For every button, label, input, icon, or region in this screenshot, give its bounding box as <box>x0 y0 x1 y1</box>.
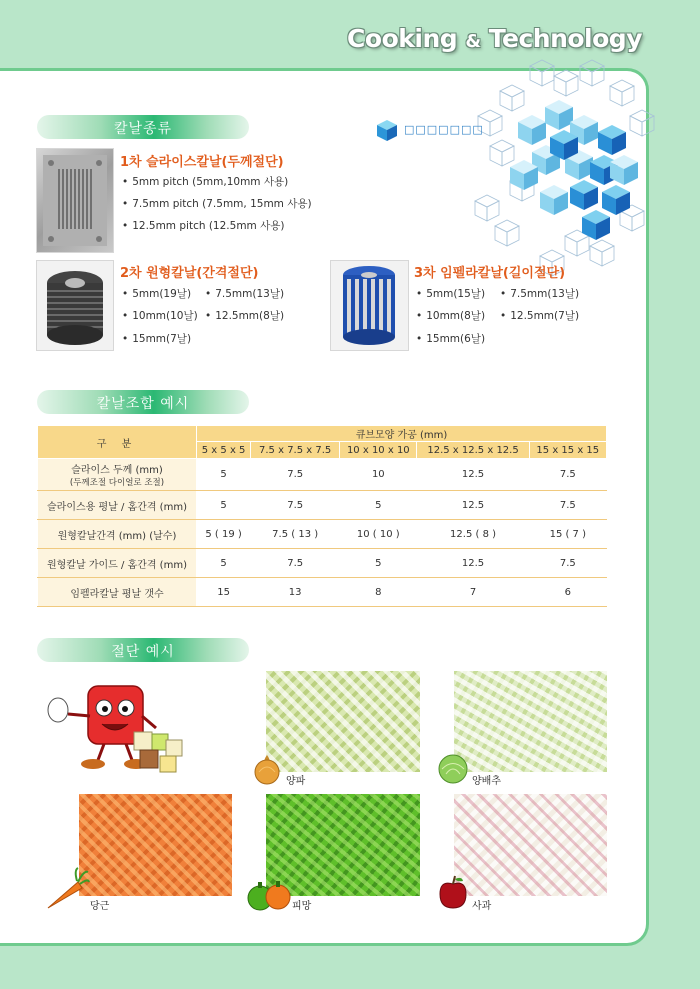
blade-3-item: • 12.5mm(7날) <box>500 308 579 323</box>
circular-blade-photo <box>36 260 114 351</box>
table-cell: 12.5 ( 8 ) <box>417 520 529 549</box>
carrot-cut-photo <box>79 794 232 896</box>
table-group-header: 큐브모양 가공 (mm) <box>197 426 607 442</box>
onion-cut-photo <box>266 671 420 772</box>
table-cell: 7.5 <box>529 491 606 520</box>
blade-2-item: • 5mm(19날) <box>122 286 191 301</box>
title-technology: Technology <box>488 24 642 53</box>
pepper-label: 피망 <box>292 901 312 912</box>
table-cell: 12.5 <box>417 491 529 520</box>
blade-2-item: • 12.5mm(8날) <box>205 308 284 323</box>
header-title <box>347 24 642 53</box>
title-cooking: Cooking <box>347 24 458 53</box>
table-row <box>38 578 607 607</box>
mascot-illustration <box>38 680 188 780</box>
blade-3-item: • 10mm(8날) <box>416 308 485 323</box>
table-corner-header: 구 분 <box>38 426 197 459</box>
onion-label: 양파 <box>286 776 306 787</box>
apple-label: 사과 <box>472 901 492 912</box>
table-row <box>38 520 607 549</box>
table-row <box>38 491 607 520</box>
table-cell: 10 ( 10 ) <box>340 520 417 549</box>
blade-3-title: 3차 임펠라칼날(길이절단) <box>414 266 566 281</box>
cube-cluster-graphic <box>470 55 660 285</box>
blade-combination-table <box>37 425 607 607</box>
table-column-header: 12.5 x 12.5 x 12.5 <box>417 442 529 459</box>
section-title: 칼날조합 예시 <box>96 396 190 412</box>
apple-cut-photo <box>454 794 607 896</box>
blade-2-item: • 10mm(10날) <box>122 308 198 323</box>
section-combo-examples <box>37 390 249 414</box>
pepper-icon <box>246 878 292 912</box>
table-cell: 15 <box>197 578 251 607</box>
table-row <box>38 549 607 578</box>
blade-3-item: • 7.5mm(13날) <box>500 286 579 301</box>
table-cell: 6 <box>529 578 606 607</box>
blade-2-title: 2차 원형칼날(간격절단) <box>120 266 259 281</box>
row-label: 슬라이스용 평날 / 홈간격 (mm) <box>38 491 197 520</box>
carrot-label: 당근 <box>90 901 110 912</box>
blade-2-item: • 7.5mm(13날) <box>205 286 284 301</box>
table-cell: 7.5 <box>529 459 606 491</box>
table-cell: 7.5 <box>529 549 606 578</box>
row-label: 원형칼날 가이드 / 홈간격 (mm) <box>38 549 197 578</box>
table-cell: 5 <box>197 491 251 520</box>
row-sublabel: (두께조절 다이얼로 조절) <box>69 478 165 488</box>
table-cell: 13 <box>251 578 340 607</box>
blade-1-title: 1차 슬라이스칼날(두께절단) <box>120 155 284 170</box>
row-label: 원형칼날간격 (mm) (날수) <box>38 520 197 549</box>
table-column-header: 7.5 x 7.5 x 7.5 <box>251 442 340 459</box>
blade-3-item: • 15mm(6날) <box>416 331 485 346</box>
carrot-icon <box>44 866 90 912</box>
table-column-header: 15 x 15 x 15 <box>529 442 606 459</box>
table-cell: 7.5 <box>251 549 340 578</box>
table-cell: 7 <box>417 578 529 607</box>
table-column-header: 10 x 10 x 10 <box>340 442 417 459</box>
blade-1-item: • 12.5mm pitch (12.5mm 사용) <box>122 218 285 233</box>
legend-text: □□□□□□□ <box>404 123 484 136</box>
row-label <box>38 459 197 491</box>
blade-1-item: • 7.5mm pitch (7.5mm, 15mm 사용) <box>122 196 312 211</box>
cabbage-label: 양배추 <box>472 776 501 787</box>
slice-blade-photo <box>36 148 114 253</box>
blade-3-item: • 5mm(15날) <box>416 286 485 301</box>
table-cell: 15 ( 7 ) <box>529 520 606 549</box>
table-cell: 12.5 <box>417 549 529 578</box>
row-label-text: 슬라이스 두께 (mm) <box>71 465 163 476</box>
blade-1-item: • 5mm pitch (5mm,10mm 사용) <box>122 174 288 189</box>
impeller-blade-photo <box>330 260 409 351</box>
table-cell: 7.5 ( 13 ) <box>251 520 340 549</box>
section-title: 칼날종류 <box>113 121 173 137</box>
table-cell: 12.5 <box>417 459 529 491</box>
table-cell: 8 <box>340 578 417 607</box>
table-cell: 7.5 <box>251 491 340 520</box>
section-cut-examples <box>37 638 249 662</box>
cabbage-icon <box>436 752 470 784</box>
table-cell: 7.5 <box>251 459 340 491</box>
table-row <box>38 459 607 491</box>
title-amp: & <box>465 31 481 52</box>
apple-icon <box>436 874 470 912</box>
cabbage-cut-photo <box>454 671 607 772</box>
table-cell: 5 <box>197 459 251 491</box>
section-title: 절단 예시 <box>111 644 175 660</box>
table-cell: 5 <box>340 549 417 578</box>
blade-2-item: • 15mm(7날) <box>122 331 191 346</box>
table-cell: 10 <box>340 459 417 491</box>
onion-icon <box>250 752 284 786</box>
table-cell: 5 <box>197 549 251 578</box>
table-cell: 5 ( 19 ) <box>197 520 251 549</box>
table-column-header: 5 x 5 x 5 <box>197 442 251 459</box>
legend-cube-icon <box>376 120 398 142</box>
section-blade-types <box>37 115 249 139</box>
table-cell: 5 <box>340 491 417 520</box>
row-label: 임펠라칼날 평날 갯수 <box>38 578 197 607</box>
